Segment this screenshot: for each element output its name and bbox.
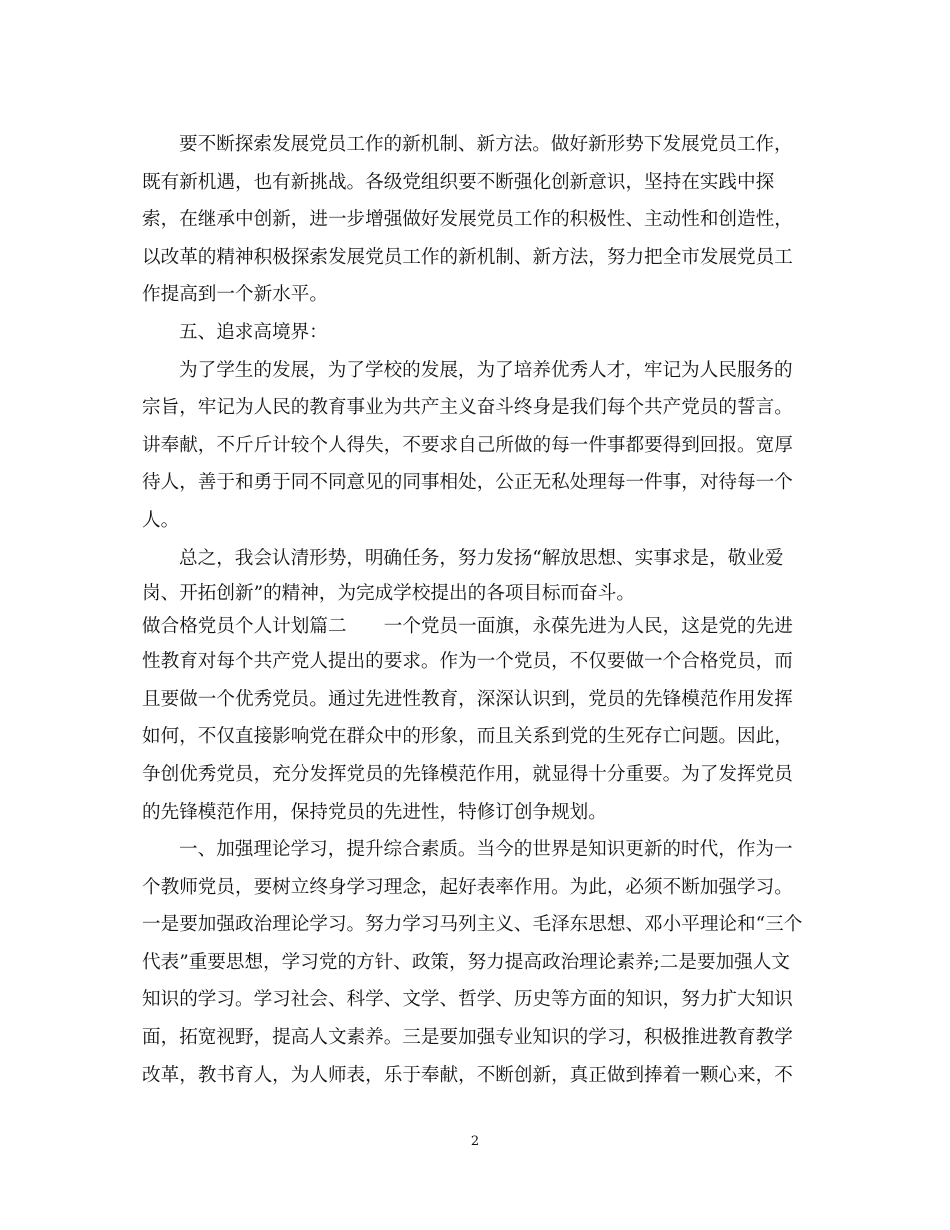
text-line: 宗旨，牢记为人民的教育事业为共产主义奋斗终身是我们每个共产党员的誓言。 [142,397,793,419]
text-line: 一、加强理论学习，提升综合素质。当今的世界是知识更新的时代，作为一 [179,839,793,861]
text-line: 知识的学习。学习社会、科学、文学、哲学、历史等方面的知识，努力扩大知识 [142,989,793,1011]
text-line: 一是要加强政治理论学习。努力学习马列主义、毛泽东思想、邓小平理论和“三个 [142,914,803,936]
body-text [142,126,810,1094]
text-line: 岗、开拓创新”的精神，为完成学校提出的各项目标而奋斗。 [142,583,635,605]
text-line: 讲奉献，不斤斤计较个人得失，不要求自己所做的每一件事都要得到回报。宽厚 [142,434,793,456]
text-line: 如何，不仅直接影响党在群众中的形象，而且关系到党的生死存亡问题。因此， [142,726,793,748]
text-line: 索，在继承中创新，进一步增强做好发展党员工作的积极性、主动性和创造性， [142,209,793,231]
text-line: 改革，教书育人，为人师表，乐于奉献，不断创新，真正做到捧着一颗心来，不 [142,1064,793,1086]
text-line: 且要做一个优秀党员。通过先进性教育，深深认识到，党员的先锋模范作用发挥 [142,688,793,710]
section-heading: 五、追求高境界： [179,321,328,343]
text-line: 的先锋模范作用，保持党员的先进性，特修订创争规划。 [142,801,607,823]
text-line: 待人，善于和勇于同不同意见的同事相处，公正无私处理每一件事，对待每一个 [142,472,793,494]
text-line: 代表”重要思想，学习党的方针、政策，努力提高政治理论素养;二是要加强人文 [142,951,790,973]
text-line: 要不断探索发展党员工作的新机制、新方法。做好新形势下发展党员工作， [179,134,793,155]
text-line: 总之，我会认清形势，明确任务，努力发扬“解放思想、实事求是，敬业爱 [179,547,784,569]
text-line: 争创优秀党员，充分发挥党员的先锋模范作用，就显得十分重要。为了发挥党员 [142,763,793,785]
text-line: 个教师党员，要树立终身学习理念，起好表率作用。为此，必须不断加强学习。 [142,876,793,898]
text-line: 人。 [142,509,180,531]
text-line: 以改革的精神积极探索发展党员工作的新机制、新方法，努力把全市发展党员工 [142,246,793,268]
text-line: 既有新机遇，也有新挑战。各级党组织要不断强化创新意识，坚持在实践中探 [142,171,775,193]
text-line: 为了学生的发展，为了学校的发展，为了培养优秀人才，牢记为人民服务的 [179,359,793,381]
section-title: 做合格党员个人计划篇二 一个党员一面旗，永葆先进为人民，这是党的先进 [142,616,793,638]
page-number: 2 [470,1134,480,1149]
text-line: 作提高到一个新水平。 [142,284,328,306]
text-line: 性教育对每个共产党人提出的要求。作为一个党员，不仅要做一个合格党员，而 [142,651,793,673]
text-line: 面，拓宽视野，提高人文素养。三是要加强专业知识的学习，积极推进教育教学 [142,1027,793,1049]
